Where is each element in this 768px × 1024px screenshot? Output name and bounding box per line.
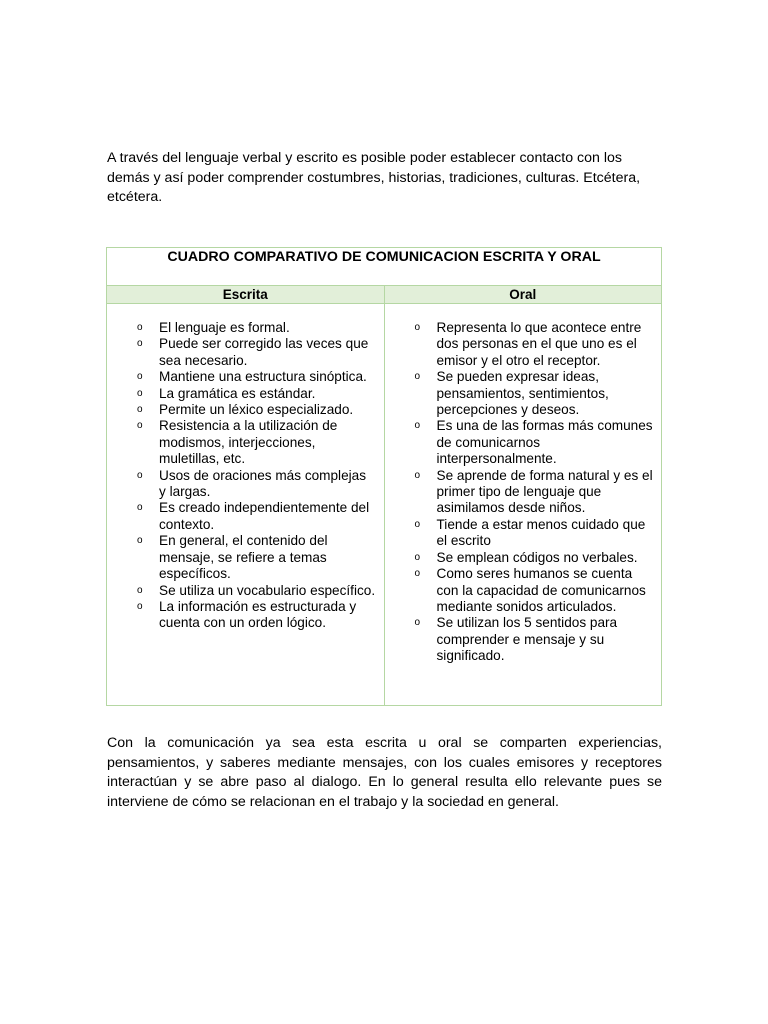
escrita-list-item bbox=[137, 418, 376, 467]
oral-list bbox=[385, 304, 662, 665]
escrita-item-text: La gramática es estándar. bbox=[159, 385, 316, 401]
escrita-item-text: Puede ser corregido las veces que sea necesario. bbox=[159, 336, 369, 368]
bullet-icon: o bbox=[137, 535, 143, 547]
escrita-list-item bbox=[137, 369, 376, 385]
escrita-item-text: Resistencia a la utilización de modismos, interjecciones, muletillas, etc. bbox=[159, 418, 338, 467]
intro-paragraph: A través del lenguaje verbal y escrito es posible poder establecer contacto con los demás y así poder comprender costumbres, historias, tradiciones, culturas. Etcétera, etcétera. bbox=[107, 150, 641, 205]
escrita-cell bbox=[107, 304, 385, 706]
table-title: CUADRO COMPARATIVO DE COMUNICACION ESCRITA Y ORAL bbox=[107, 248, 662, 286]
bullet-icon: o bbox=[137, 420, 143, 432]
column-header-escrita: Escrita bbox=[107, 286, 385, 304]
oral-list-item bbox=[414, 418, 654, 467]
bullet-icon: o bbox=[414, 469, 421, 481]
oral-list-item bbox=[414, 320, 654, 369]
escrita-list bbox=[107, 304, 384, 632]
bullet-icon: o bbox=[137, 502, 143, 514]
oral-item-text: Se pueden expresar ideas, pensamientos, sentimientos, percepciones y deseos. bbox=[436, 369, 609, 418]
escrita-item-text: El lenguaje es formal. bbox=[159, 320, 290, 335]
escrita-list-item bbox=[137, 320, 376, 336]
oral-list-item bbox=[414, 516, 654, 550]
column-header-oral: Oral bbox=[384, 286, 662, 304]
escrita-list-item bbox=[137, 402, 376, 418]
escrita-list-item bbox=[137, 582, 376, 599]
oral-item-text: Tiende a estar menos cuidado que el escrito bbox=[436, 516, 646, 549]
bullet-icon: o bbox=[137, 469, 143, 481]
oral-item-text: Se aprende de forma natural y es el primer tipo de lenguaje que asimilamos desde niños. bbox=[436, 467, 653, 516]
escrita-list-item bbox=[137, 598, 376, 632]
escrita-list-item bbox=[137, 385, 376, 402]
bullet-icon: o bbox=[414, 322, 421, 333]
escrita-item-text: Es creado independientemente del contexto. bbox=[159, 500, 370, 532]
bullet-icon: o bbox=[414, 617, 421, 629]
oral-list-item bbox=[414, 549, 654, 566]
escrita-item-text: Se utiliza un vocabulario específico. bbox=[159, 582, 376, 598]
escrita-item-text: Permite un léxico especializado. bbox=[159, 402, 354, 418]
escrita-list-item bbox=[137, 500, 376, 533]
bullet-icon: o bbox=[137, 404, 143, 416]
bullet-icon: o bbox=[414, 371, 421, 383]
escrita-item-text: En general, el contenido del mensaje, se refiere a temas específicos. bbox=[159, 533, 328, 582]
escrita-item-text: Usos de oraciones más complejas y largas. bbox=[159, 467, 367, 500]
escrita-item-text: Mantiene una estructura sinóptica. bbox=[159, 369, 367, 385]
oral-list-item bbox=[414, 615, 654, 664]
oral-item-text: Como seres humanos se cuenta con la capacidad de comunicarnos mediante sonidos articulados. bbox=[436, 566, 646, 614]
oral-list-item bbox=[414, 369, 654, 418]
oral-list-item bbox=[414, 467, 654, 517]
bullet-icon: o bbox=[137, 371, 143, 383]
bullet-icon: o bbox=[137, 322, 143, 333]
bullet-icon: o bbox=[414, 551, 421, 563]
escrita-item-text: La información es estructurada y cuenta con un orden lógico. bbox=[159, 598, 357, 631]
oral-cell bbox=[384, 304, 662, 706]
oral-item-text: Se utilizan los 5 sentidos para comprender e mensaje y su significado. bbox=[436, 615, 618, 664]
bullet-icon: o bbox=[414, 568, 421, 580]
bullet-icon: o bbox=[137, 387, 143, 399]
escrita-list-item bbox=[137, 533, 376, 582]
oral-list-item bbox=[414, 566, 654, 615]
bullet-icon: o bbox=[137, 338, 143, 350]
bullet-icon: o bbox=[414, 518, 421, 530]
bullet-icon: o bbox=[414, 420, 421, 432]
closing-paragraph: Con la comunicación ya sea esta escrita u oral se comparten experiencias, pensamientos, y saberes mediante mensajes, con los cuales emisores y receptores interactúan y se abre paso al dialogo. En lo general resulta ello relevante pues se interviene de cómo se relacionan en el trabajo y la sociedad en general. bbox=[107, 735, 662, 810]
comparison-table bbox=[106, 247, 662, 706]
oral-item-text: Es una de las formas más comunes de comunicarnos interpersonalmente. bbox=[436, 418, 653, 467]
escrita-list-item bbox=[137, 467, 376, 501]
escrita-list-item bbox=[137, 336, 376, 369]
oral-item-text: Representa lo que acontece entre dos personas en el que uno es el emisor y el otro el receptor. bbox=[436, 320, 642, 368]
bullet-icon: o bbox=[137, 584, 143, 596]
bullet-icon: o bbox=[137, 600, 143, 612]
oral-item-text: Se emplean códigos no verbales. bbox=[436, 549, 638, 565]
